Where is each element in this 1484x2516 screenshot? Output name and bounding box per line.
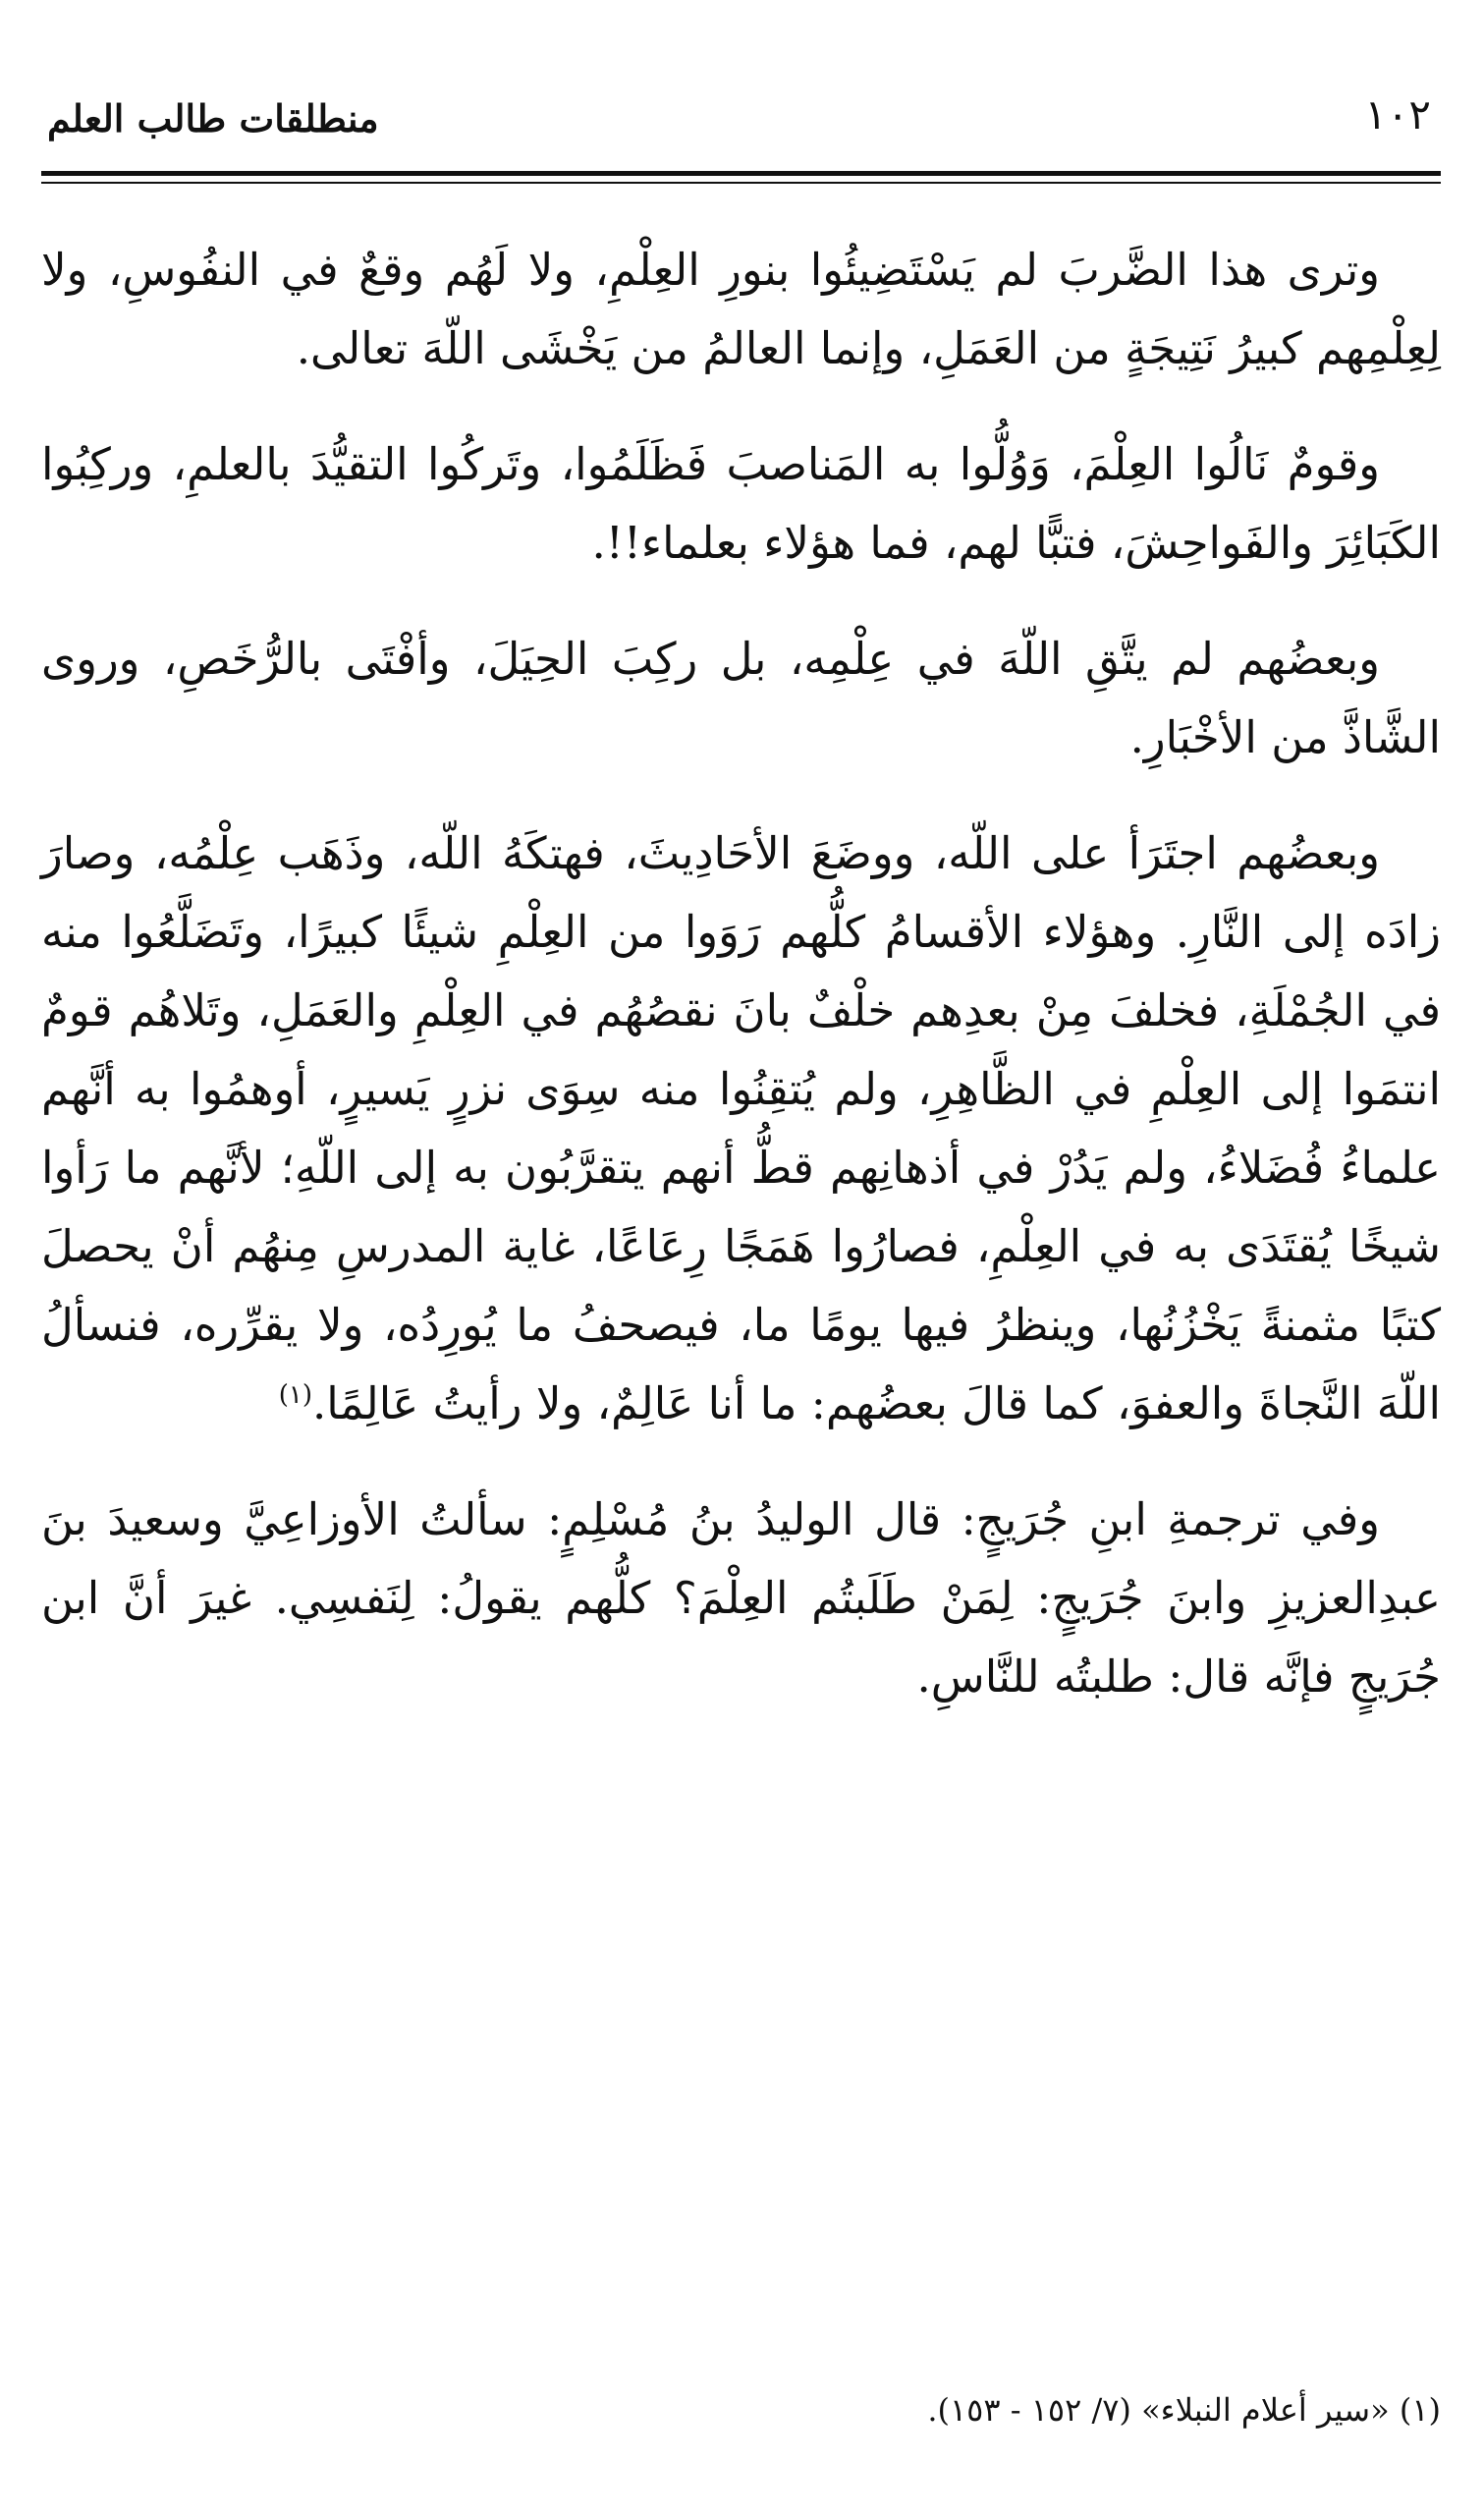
paragraph-4 — [41, 814, 1441, 1443]
footnote — [41, 2385, 1441, 2434]
paragraph-text: وبعضُهم اجتَرَأ على اللّه، ووضَعَ الأحَادِيثَ، فهتكَهُ اللّه، وذَهَب عِلْمُه، وصارَ زادَه إلى النَّارِ. وهؤلاء الأقسامُ كلُّهم رَوَوا من العِلْمِ شيئًا كبيرًا، وتَضَلَّعُوا منه في الجُمْلَةِ، فخلفَ مِنْ بعدِهم خلْفٌ بانَ نقصُهُم في العِلْمِ والعَمَلِ، وتَلاهُم قومٌ انتمَوا إلى العِلْمِ في الظَّاهِرِ، ولم يُتقِنُوا منه سِوَى نزرٍ يَسيرٍ، أوهمُوا به أنَّهم علماءُ فُضَلاءُ، ولم يَدُرْ في أذهانِهم قطُّ أنهم يتقرَّبُون به إلى اللّهِ؛ لأنَّهم ما رَأوا شيخًا يُقتَدَى به في العِلْمِ، فصارُوا هَمَجًا رِعَاعًا، غاية المدرسِ مِنهُم أنْ يحصلَ كتبًا مثمنةً يَخْزُنُها، وينظرُ فيها يومًا ما، فيصحفُ ما يُورِدُه، ولا يقرِّره، فنسألُ اللّهَ النَّجاةَ والعفوَ، كما قالَ بعضُهم: ما أنا عَالِمٌ، ولا رأيتُ عَالِمًا. — [41, 827, 1441, 1429]
paragraph-text: وترى هذا الضَّربَ لم يَسْتَضِيئُوا بنورِ العِلْمِ، ولا لَهُم وقعٌ في النفُوسِ، ولا لِعِلْمِهم كبيرُ نَتِيجَةٍ من العَمَلِ، وإنما العالمُ من يَخْشَى اللّهَ تعالى. — [41, 244, 1441, 374]
running-title: منطلقات طالب العلم — [47, 96, 379, 140]
paragraph-text: وفي ترجمةِ ابنِ جُرَيجٍ: قال الوليدُ بنُ مُسْلِمٍ: سألتُ الأوزاعِيَّ وسعيدَ بنَ عبدِالعزيزِ وابنَ جُرَيجٍ: لِمَنْ طَلَبتُم العِلْمَ؟ كلُّهم يقولُ: لِنَفسِي. غيرَ أنَّ ابن جُرَيجٍ فإنَّه قال: طلبتُه للنَّاسِ. — [41, 1493, 1441, 1703]
footnote-text: (١) «سير أعلام النبلاء» (٧/ ١٥٢ - ١٥٣). — [927, 2391, 1441, 2429]
paragraph-3 — [41, 620, 1441, 777]
document-page — [41, 79, 1441, 1754]
header-rule-thin — [41, 182, 1441, 184]
header-rule-thick — [41, 171, 1441, 176]
paragraph-1 — [41, 231, 1441, 388]
page-header — [41, 79, 1441, 163]
page-number: ١٠٢ — [1364, 90, 1431, 139]
footnote-marker: (١) — [278, 1380, 312, 1410]
paragraph-2 — [41, 425, 1441, 583]
paragraph-text: وبعضُهم لم يتَّقِ اللّهَ في عِلْمِه، بل ركِبَ الحِيَلَ، وأفْتَى بالرُّخَصِ، وروى الشَّاذَّ من الأخْبَارِ. — [41, 633, 1441, 763]
paragraph-5 — [41, 1481, 1441, 1716]
body-text — [41, 231, 1441, 1716]
paragraph-text: وقومٌ نَالُوا العِلْمَ، وَوُلُّوا به المَناصبَ فَظَلَمُوا، وتَركُوا التقيُّدَ بالعلمِ، وركِبُوا الكَبَائِرَ والفَواحِشَ، فتبًّا لهم، فما هؤلاء بعلماء!!. — [41, 438, 1441, 569]
